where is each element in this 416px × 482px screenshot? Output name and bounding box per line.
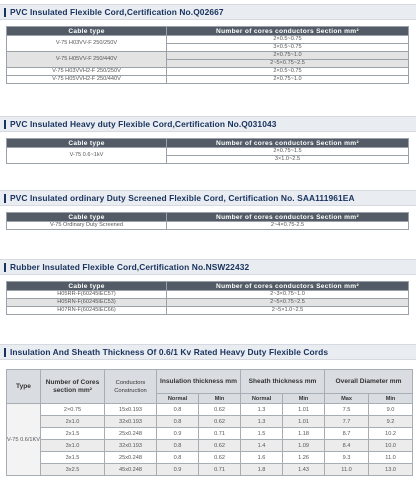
conductors-cell: 25x0.248: [105, 452, 157, 464]
cable-spec-table: [6, 281, 409, 315]
cable-type-cell: V-75 H05VVH2-F 250/440V: [7, 76, 167, 84]
table-row: [7, 452, 413, 464]
cores-cell: 2~4×0.75-2.5: [167, 222, 409, 230]
cable-type-cell: V-75 0.6~1kV: [7, 148, 167, 164]
cores-cell: 2~5×0.75~2.5: [167, 299, 409, 307]
cores-cell: 2~5×0.75~2.5: [167, 60, 409, 68]
cores-cell: 2×0.75~1.5: [167, 148, 409, 156]
bullet-icon: [4, 194, 6, 203]
cable-type-cell: V-75 Ordinary Duty Screened: [7, 222, 167, 230]
cable-spec-table: [6, 212, 409, 230]
conductors-cell: 25x0.248: [105, 428, 157, 440]
insulation-normal-cell: 0.8: [157, 416, 199, 428]
bullet-icon: [4, 120, 6, 129]
cores-cell: 3×1.0~2.5: [167, 156, 409, 164]
diameter-min-cell: 9.0: [369, 404, 413, 416]
table-row: [7, 416, 413, 428]
insulation-normal-cell: 0.8: [157, 404, 199, 416]
insulation-normal-cell: 0.9: [157, 428, 199, 440]
section-title: Insulation And Sheath Thickness Of 0.6/1 Kv Rated Heavy Duty Flexible Cords: [10, 347, 329, 357]
cable-type-cell: V-75 H05VV-F 250/440V: [7, 52, 167, 68]
sheath-normal-cell: 1.8: [241, 464, 283, 476]
subheader-max: Max: [325, 394, 369, 404]
conductors-cell: 32x0.193: [105, 440, 157, 452]
insulation-normal-cell: 0.9: [157, 464, 199, 476]
column-header-cable-type: Cable type: [7, 213, 167, 222]
column-header-cores: Number of Cores section mm²: [41, 370, 105, 404]
insulation-min-cell: 0.62: [199, 416, 241, 428]
diameter-max-cell: 8.4: [325, 440, 369, 452]
diameter-max-cell: 7.7: [325, 416, 369, 428]
cores-cell: 3×0.5~0.75: [167, 44, 409, 52]
table-row: [7, 68, 409, 76]
insulation-min-cell: 0.71: [199, 464, 241, 476]
cable-spec-table: [6, 138, 409, 164]
sheath-min-cell: 1.43: [283, 464, 325, 476]
section-title-bar: [0, 259, 416, 275]
table-header-row: [7, 213, 409, 222]
column-header-cores: Number of cores conductors Section mm²: [167, 27, 409, 36]
table-row: [7, 464, 413, 476]
sheath-normal-cell: 1.3: [241, 404, 283, 416]
diameter-min-cell: 13.0: [369, 464, 413, 476]
insulation-min-cell: 0.62: [199, 404, 241, 416]
conductors-cell: 32x0.193: [105, 416, 157, 428]
bullet-icon: [4, 8, 6, 17]
column-header-cable-type: Cable type: [7, 282, 167, 291]
cable-type-cell: H07RN-F(60245IEC66): [7, 307, 167, 315]
diameter-max-cell: 8.7: [325, 428, 369, 440]
insulation-min-cell: 0.71: [199, 428, 241, 440]
column-header-conductors: Conductors Construction: [105, 370, 157, 404]
cable-type-cell: V-75 H03VVH2-F 250/250V: [7, 68, 167, 76]
cores-cell: 3x2.5: [41, 464, 105, 476]
sheath-normal-cell: 1.5: [241, 428, 283, 440]
cores-cell: 2x1.0: [41, 416, 105, 428]
column-header-type: Type: [7, 370, 41, 404]
insulation-sheath-table: [6, 369, 413, 476]
cable-spec-table: [6, 26, 409, 84]
cores-cell: 2~3×0.75~1.0: [167, 291, 409, 299]
insulation-normal-cell: 0.8: [157, 452, 199, 464]
column-header-diameter: Overall Diameter mm: [325, 370, 413, 394]
column-header-cable-type: Cable type: [7, 27, 167, 36]
table-header-row: [7, 282, 409, 291]
diameter-max-cell: 11.0: [325, 464, 369, 476]
cable-type-cell: H05RR-F(60245IEC57): [7, 291, 167, 299]
table-row: [7, 148, 409, 156]
cable-type-cell: V-75 H03VV-F 250/250V: [7, 36, 167, 52]
table-row: [7, 52, 409, 60]
sheath-min-cell: 1.18: [283, 428, 325, 440]
diameter-min-cell: 9.2: [369, 416, 413, 428]
sheath-min-cell: 1.26: [283, 452, 325, 464]
insulation-min-cell: 0.62: [199, 452, 241, 464]
section-title: PVC Insulated Heavy duty Flexible Cord,Certification No.Q031043: [10, 119, 277, 129]
table-row: [7, 440, 413, 452]
column-header-cores: Number of cores conductors Section mm²: [167, 213, 409, 222]
diameter-max-cell: 9.3: [325, 452, 369, 464]
cores-cell: 2×0.5~0.75: [167, 36, 409, 44]
subheader-normal: Normal: [241, 394, 283, 404]
cores-cell: 3x1.5: [41, 452, 105, 464]
cores-cell: 2~5×1.0~2.5: [167, 307, 409, 315]
table-row: [7, 76, 409, 84]
table-row: [7, 299, 409, 307]
cores-cell: 2x1.5: [41, 428, 105, 440]
cores-cell: 2×0.75: [41, 404, 105, 416]
bullet-icon: [4, 348, 6, 357]
subheader-min: Min: [283, 394, 325, 404]
diameter-min-cell: 10.2: [369, 428, 413, 440]
table-row: [7, 36, 409, 44]
subheader-min: Min: [369, 394, 413, 404]
table-row: [7, 307, 409, 315]
conductors-cell: 15x0.193: [105, 404, 157, 416]
column-header-cable-type: Cable type: [7, 139, 167, 148]
conductors-cell: 45x0.248: [105, 464, 157, 476]
sheath-normal-cell: 1.3: [241, 416, 283, 428]
table-header-row: [7, 370, 413, 394]
cores-cell: 3x1.0: [41, 440, 105, 452]
diameter-max-cell: 7.5: [325, 404, 369, 416]
subheader-min: Min: [199, 394, 241, 404]
sheath-normal-cell: 1.4: [241, 440, 283, 452]
column-header-cores: Number of cores conductors Section mm²: [167, 139, 409, 148]
cores-cell: 2×0.75~1.0: [167, 76, 409, 84]
sheath-min-cell: 1.01: [283, 416, 325, 428]
type-cell: V-75 0.6/1KV: [7, 404, 41, 476]
column-header-cores: Number of cores conductors Section mm²: [167, 282, 409, 291]
section-title-bar: [0, 4, 416, 20]
cores-cell: 2×0.5~0.75: [167, 68, 409, 76]
section-title-bar: [0, 116, 416, 132]
section-title-bar: [0, 190, 416, 206]
bullet-icon: [4, 263, 6, 272]
sheath-min-cell: 1.09: [283, 440, 325, 452]
table-header-row: [7, 139, 409, 148]
column-header-insulation: Insulation thickness mm: [157, 370, 241, 394]
insulation-min-cell: 0.62: [199, 440, 241, 452]
section-title: PVC Insulated Flexible Cord,Certification No.Q02667: [10, 7, 224, 17]
diameter-min-cell: 11.0: [369, 452, 413, 464]
section-title: Rubber Insulated Flexible Cord,Certification No.NSW22432: [10, 262, 250, 272]
table-row: [7, 404, 413, 416]
table-header-row: [7, 27, 409, 36]
insulation-normal-cell: 0.8: [157, 440, 199, 452]
cable-type-cell: H05RN-F(60245IEC53): [7, 299, 167, 307]
section-title-bar: [0, 344, 416, 360]
sheath-normal-cell: 1.6: [241, 452, 283, 464]
table-row: [7, 291, 409, 299]
diameter-min-cell: 10.0: [369, 440, 413, 452]
table-row: [7, 428, 413, 440]
table-row: [7, 222, 409, 230]
column-header-sheath: Sheath thickness mm: [241, 370, 325, 394]
subheader-normal: Normal: [157, 394, 199, 404]
cores-cell: 2×0.75~1.0: [167, 52, 409, 60]
section-title: PVC Insulated ordinary Duty Screened Flexible Cord, Certification No. SAA111961EA: [10, 193, 355, 203]
sheath-min-cell: 1.01: [283, 404, 325, 416]
